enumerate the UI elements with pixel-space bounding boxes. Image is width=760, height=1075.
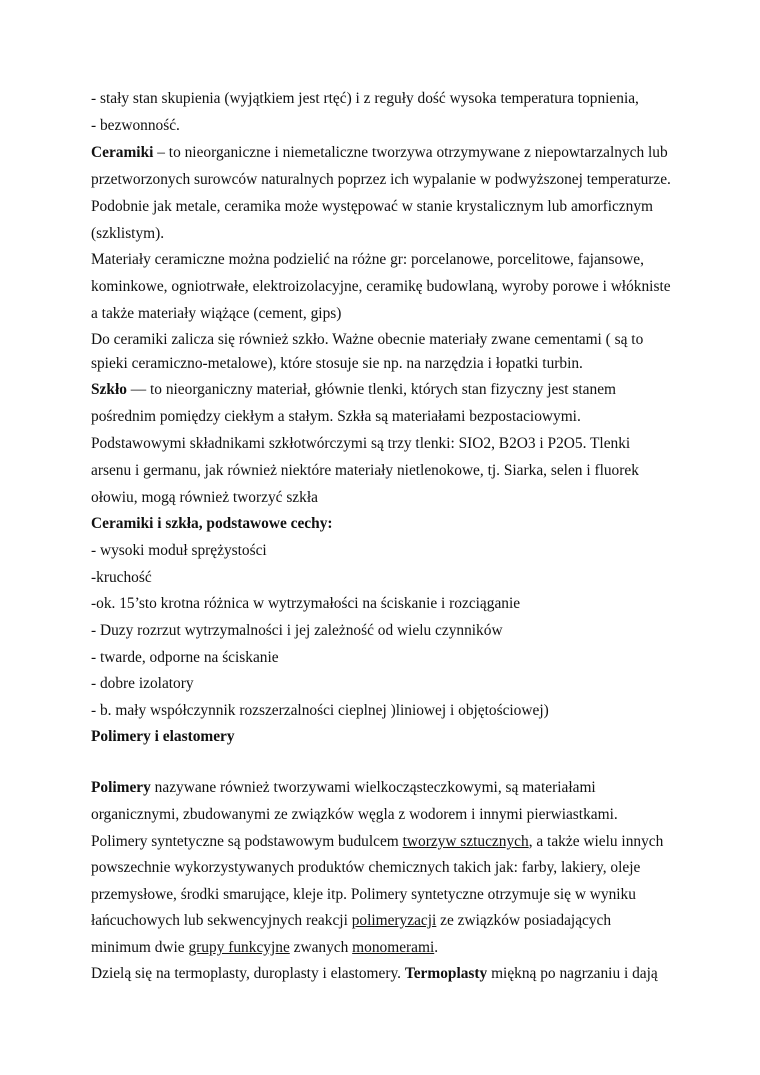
link-monomerami[interactable]: monomerami bbox=[352, 939, 435, 956]
link-polimeryzacji[interactable]: polimeryzacji bbox=[351, 912, 437, 929]
text-line: organicznymi, zbudowanymi ze związków węgla z wodorem i innymi pierwiastkami. bbox=[91, 806, 618, 823]
list-item: - twarde, odporne na ściskanie bbox=[91, 649, 279, 666]
text-line: Polimery syntetyczne są podstawowym budulcem tworzyw sztucznych, a także wielu innych bbox=[91, 833, 664, 850]
text-line: (szklistym). bbox=[91, 225, 165, 242]
link-tworzyw-sztucznych[interactable]: tworzyw sztucznych bbox=[402, 833, 529, 850]
text-line: Podobnie jak metale, ceramika może występować w stanie krystalicznym lub amorficznym bbox=[91, 198, 653, 215]
text-line: przetworzonych surowców naturalnych poprzez ich wypalanie w podwyższonej temperaturze. bbox=[91, 171, 671, 188]
text-line: - stały stan skupienia (wyjątkiem jest rtęć) i z reguły dość wysoka temperatura topnienia, bbox=[91, 90, 639, 107]
text-line: a także materiały wiążące (cement, gips) bbox=[91, 305, 342, 322]
text-line: łańcuchowych lub sekwencyjnych reakcji polimeryzacji ze związków posiadających bbox=[91, 912, 612, 929]
section-heading: Ceramiki i szkła, podstawowe cechy: bbox=[91, 515, 333, 532]
text-line: Szkło — to nieorganiczny materiał, głównie tlenki, których stan fizyczny jest stanem bbox=[91, 381, 617, 398]
text-line: spieki ceramiczno-metalowe), które stosuje sie np. na narzędzia i łopatki turbin. bbox=[91, 355, 583, 372]
link-grupy-funkcyjne[interactable]: grupy funkcyjne bbox=[188, 939, 290, 956]
text-line: pośrednim pomiędzy ciekłym a stałym. Szkła są materiałami bezpostaciowymi. bbox=[91, 408, 581, 425]
term-termoplasty: Termoplasty bbox=[404, 965, 488, 982]
text-line: Materiały ceramiczne można podzielić na różne gr: porcelanowe, porcelitowe, fajansowe, bbox=[91, 251, 644, 268]
term-ceramiki: Ceramiki bbox=[91, 144, 154, 161]
text-line: kominkowe, ogniotrwałe, elektroizolacyjne, ceramikę budowlaną, wyroby porowe i włókniste bbox=[91, 278, 671, 295]
term-polimery: Polimery bbox=[91, 779, 151, 796]
text-line: Do ceramiki zalicza się również szkło. Ważne obecnie materiały zwane cementami ( są to bbox=[91, 331, 644, 348]
text-line: Podstawowymi składnikami szkłotwórczymi są trzy tlenki: SIO2, B2O3 i P2O5. Tlenki bbox=[91, 435, 631, 452]
text-line: Polimery nazywane również tworzywami wielkocząsteczkowymi, są materiałami bbox=[91, 779, 596, 796]
section-heading: Polimery i elastomery bbox=[91, 728, 235, 745]
text-line: - bezwonność. bbox=[91, 117, 180, 134]
text-line: arsenu i germanu, jak również niektóre materiały nietlenokowe, tj. Siarka, selen i fluorek bbox=[91, 462, 639, 479]
list-item: - wysoki moduł sprężystości bbox=[91, 542, 267, 559]
list-item: -ok. 15’sto krotna różnica w wytrzymałości na ściskanie i rozciąganie bbox=[91, 595, 521, 612]
text-line: ołowiu, mogą również tworzyć szkła bbox=[91, 489, 318, 506]
text-line: minimum dwie grupy funkcyjne zwanych monomerami. bbox=[91, 939, 439, 956]
list-item: -kruchość bbox=[91, 569, 152, 586]
list-item: - Duzy rozrzut wytrzymalności i jej zależność od wielu czynników bbox=[91, 622, 503, 639]
text-line: Dzielą się na termoplasty, duroplasty i elastomery. Termoplasty miękną po nagrzaniu i dają bbox=[91, 965, 658, 982]
term-szklo: Szkło bbox=[91, 381, 127, 398]
text-line: przemysłowe, środki smarujące, kleje itp. Polimery syntetyczne otrzymuje się w wyniku bbox=[91, 886, 636, 903]
list-item: - dobre izolatory bbox=[91, 675, 194, 692]
text-line: Ceramiki – to nieorganiczne i niemetaliczne tworzywa otrzymywane z niepowtarzalnych lub bbox=[91, 144, 668, 161]
text-line: powszechnie wykorzystywanych produktów chemicznych takich jak: farby, lakiery, oleje bbox=[91, 859, 641, 876]
list-item: - b. mały współczynnik rozszerzalności cieplnej )liniowej i objętościowej) bbox=[91, 702, 549, 719]
